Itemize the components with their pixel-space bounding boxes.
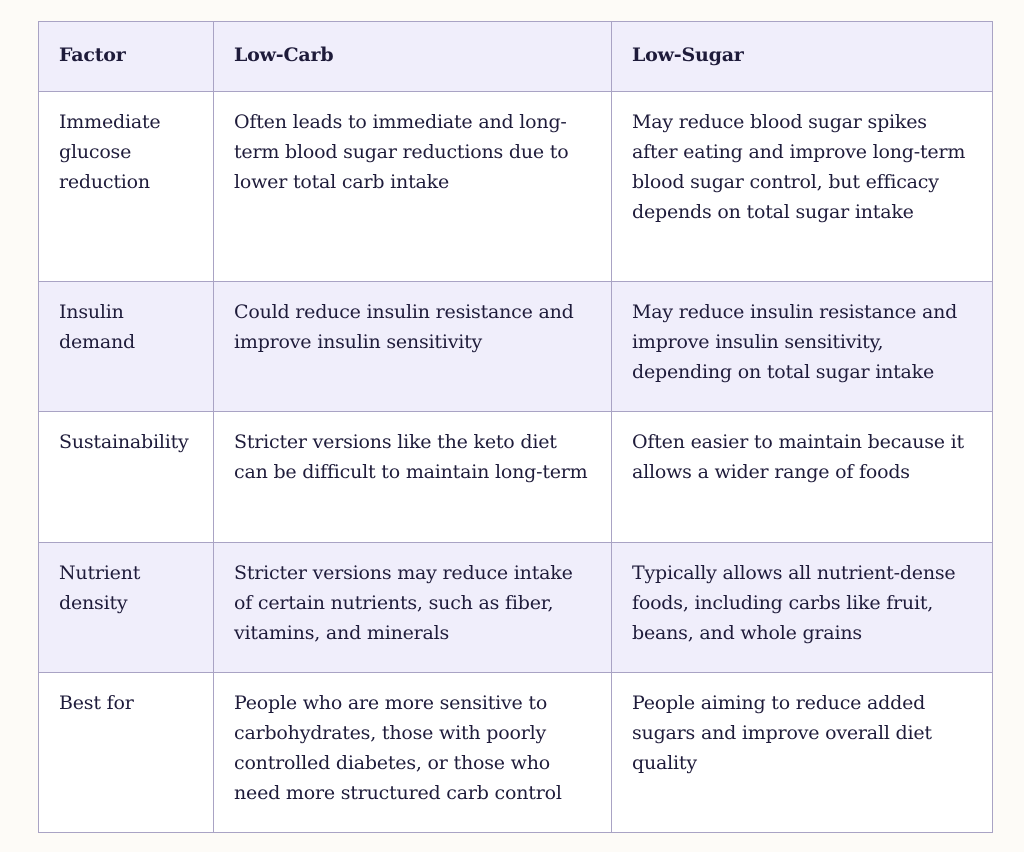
cell-low-carb: Stricter versions may reduce intake of certain nutrients, such as fiber, vitamins, and minerals [214,543,612,673]
cell-low-sugar: Often easier to maintain because it allows a wider range of foods [612,412,993,543]
table-row [39,412,993,543]
cell-low-carb: Stricter versions like the keto diet can be difficult to maintain long-term [214,412,612,543]
cell-low-carb: People who are more sensitive to carbohydrates, those with poorly controlled diabetes, or those who need more structured carb control [214,673,612,833]
header-factor: Factor [39,22,214,92]
cell-low-sugar: May reduce insulin resistance and improve insulin sensitivity, depending on total sugar intake [612,282,993,412]
cell-low-sugar: Typically allows all nutrient-dense foods, including carbs like fruit, beans, and whole grains [612,543,993,673]
header-low-sugar: Low-Sugar [612,22,993,92]
cell-factor: Sustainability [39,412,214,543]
comparison-table [38,21,993,833]
cell-factor: Immediate glucose reduction [39,92,214,282]
comparison-table-container [38,21,992,833]
cell-factor: Nutrient density [39,543,214,673]
cell-low-carb: Could reduce insulin resistance and improve insulin sensitivity [214,282,612,412]
header-low-carb: Low-Carb [214,22,612,92]
table-header-row [39,22,993,92]
table-row [39,673,993,833]
table-row [39,543,993,673]
cell-low-sugar: People aiming to reduce added sugars and improve overall diet quality [612,673,993,833]
table-row [39,282,993,412]
cell-low-sugar: May reduce blood sugar spikes after eating and improve long-term blood sugar control, but efficacy depends on total sugar intake [612,92,993,282]
table-row [39,92,993,282]
cell-factor: Insulin demand [39,282,214,412]
cell-factor: Best for [39,673,214,833]
cell-low-carb: Often leads to immediate and long-term blood sugar reductions due to lower total carb intake [214,92,612,282]
